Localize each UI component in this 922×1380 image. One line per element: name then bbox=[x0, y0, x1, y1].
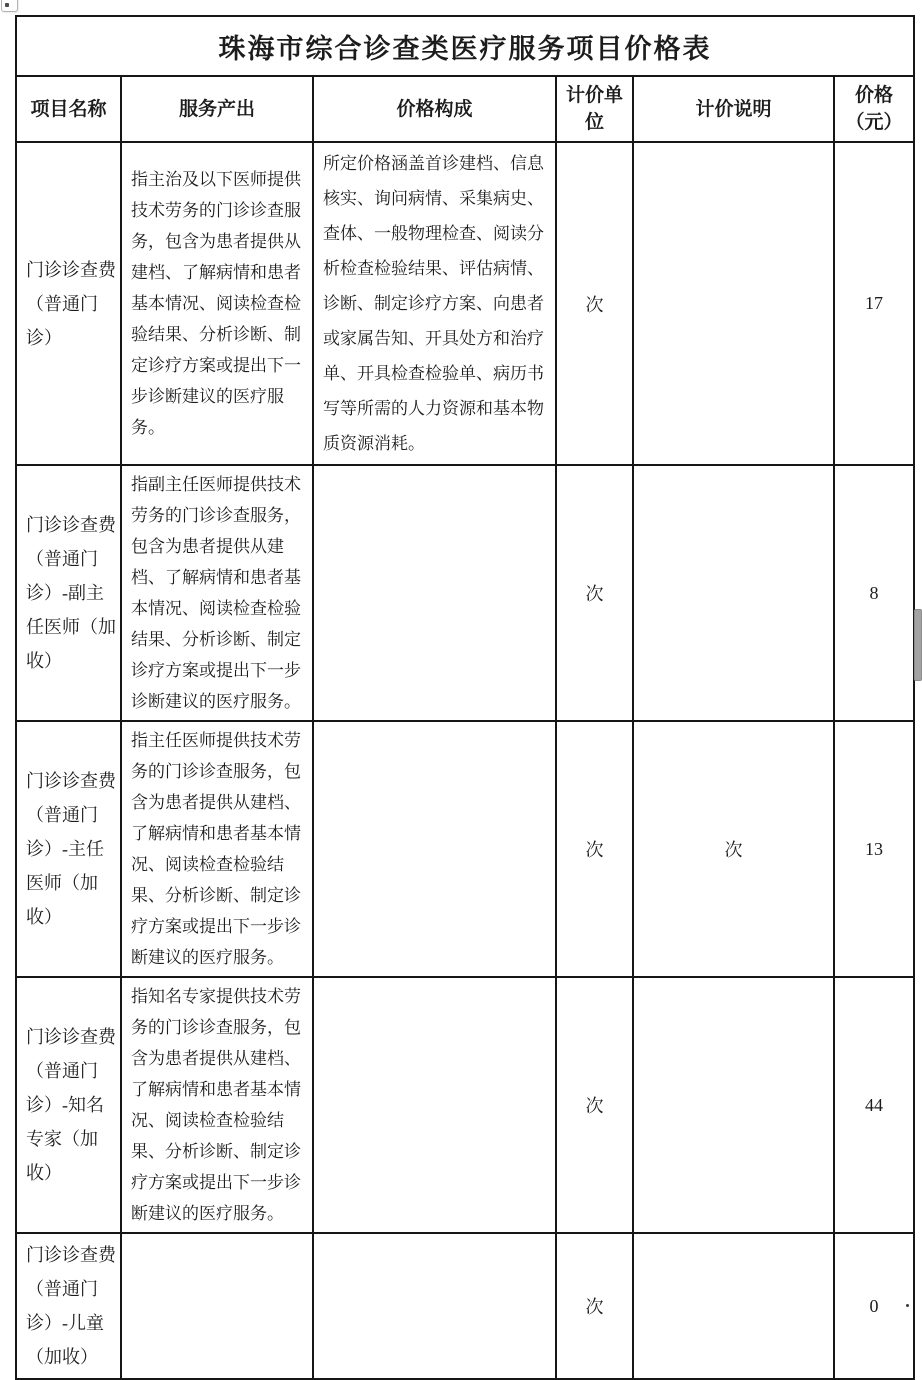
table-row bbox=[16, 1233, 914, 1379]
cell-price: 8 bbox=[834, 465, 914, 721]
header-pricing-note: 计价说明 bbox=[633, 76, 834, 142]
cell-price-composition: 所定价格涵盖首诊建档、信息核实、询问病情、采集病史、查体、一般物理检查、阅读分析检查检验结果、评估病情、诊断、制定诊疗方案、向患者或家属告知、开具处方和治疗单、开具检查检验单、病历书写等所需的人力资源和基本物质资源消耗。 bbox=[313, 142, 556, 465]
table-row bbox=[16, 142, 914, 465]
table-row bbox=[16, 465, 914, 721]
cell-price: 13 bbox=[834, 721, 914, 977]
table-title-row bbox=[16, 16, 914, 76]
cell-service-output: 指副主任医师提供技术劳务的门诊诊查服务，包含为患者提供从建档、了解病情和患者基本情况、阅读检查检验结果、分析诊断、制定诊疗方案或提出下一步诊断建议的医疗服务。 bbox=[121, 465, 313, 721]
header-pricing-unit: 计价单位 bbox=[556, 76, 633, 142]
table-title: 珠海市综合诊查类医疗服务项目价格表 bbox=[16, 16, 914, 76]
cell-price-composition bbox=[313, 977, 556, 1233]
cell-project-name: 门诊诊查费（普通门诊）-副主任医师（加收） bbox=[16, 465, 121, 721]
cell-service-output bbox=[121, 1233, 313, 1379]
header-project-name: 项目名称 bbox=[16, 76, 121, 142]
price-table bbox=[15, 15, 915, 1380]
header-price-composition: 价格构成 bbox=[313, 76, 556, 142]
broken-image-dot bbox=[5, 3, 9, 7]
cell-pricing-note bbox=[633, 142, 834, 465]
cell-project-name: 门诊诊查费（普通门诊） bbox=[16, 142, 121, 465]
header-service-output: 服务产出 bbox=[121, 76, 313, 142]
cell-pricing-note bbox=[633, 977, 834, 1233]
cell-project-name: 门诊诊查费（普通门诊）-知名专家（加收） bbox=[16, 977, 121, 1233]
cell-pricing-note: 次 bbox=[633, 721, 834, 977]
cell-price: 0 bbox=[834, 1233, 914, 1379]
stray-period-mark bbox=[906, 1304, 909, 1307]
cell-pricing-unit: 次 bbox=[556, 721, 633, 977]
cell-pricing-unit: 次 bbox=[556, 1233, 633, 1379]
cell-service-output: 指知名专家提供技术劳务的门诊诊查服务，包含为患者提供从建档、了解病情和患者基本情况、阅读检查检验结果、分析诊断、制定诊疗方案或提出下一步诊断建议的医疗服务。 bbox=[121, 977, 313, 1233]
table-header-row bbox=[16, 76, 914, 142]
scrollbar-thumb[interactable] bbox=[914, 609, 922, 681]
table-row bbox=[16, 721, 914, 977]
cell-price: 17 bbox=[834, 142, 914, 465]
cell-pricing-note bbox=[633, 465, 834, 721]
cell-price: 44 bbox=[834, 977, 914, 1233]
table-row bbox=[16, 977, 914, 1233]
broken-image-icon bbox=[1, 0, 18, 12]
cell-service-output: 指主任医师提供技术劳务的门诊诊查服务，包含为患者提供从建档、了解病情和患者基本情况、阅读检查检验结果、分析诊断、制定诊疗方案或提出下一步诊断建议的医疗服务。 bbox=[121, 721, 313, 977]
cell-project-name: 门诊诊查费（普通门诊）-主任医师（加收） bbox=[16, 721, 121, 977]
cell-price-composition bbox=[313, 721, 556, 977]
cell-price-composition bbox=[313, 1233, 556, 1379]
cell-pricing-unit: 次 bbox=[556, 977, 633, 1233]
cell-price-composition bbox=[313, 465, 556, 721]
header-price: 价格（元） bbox=[834, 76, 914, 142]
cell-pricing-unit: 次 bbox=[556, 465, 633, 721]
cell-pricing-unit: 次 bbox=[556, 142, 633, 465]
cell-pricing-note bbox=[633, 1233, 834, 1379]
cell-service-output: 指主治及以下医师提供技术劳务的门诊诊查服务，包含为患者提供从建档、了解病情和患者基本情况、阅读检查检验结果、分析诊断、制定诊疗方案或提出下一步诊断建议的医疗服务。 bbox=[121, 142, 313, 465]
cell-project-name: 门诊诊查费（普通门诊）-儿童（加收） bbox=[16, 1233, 121, 1379]
